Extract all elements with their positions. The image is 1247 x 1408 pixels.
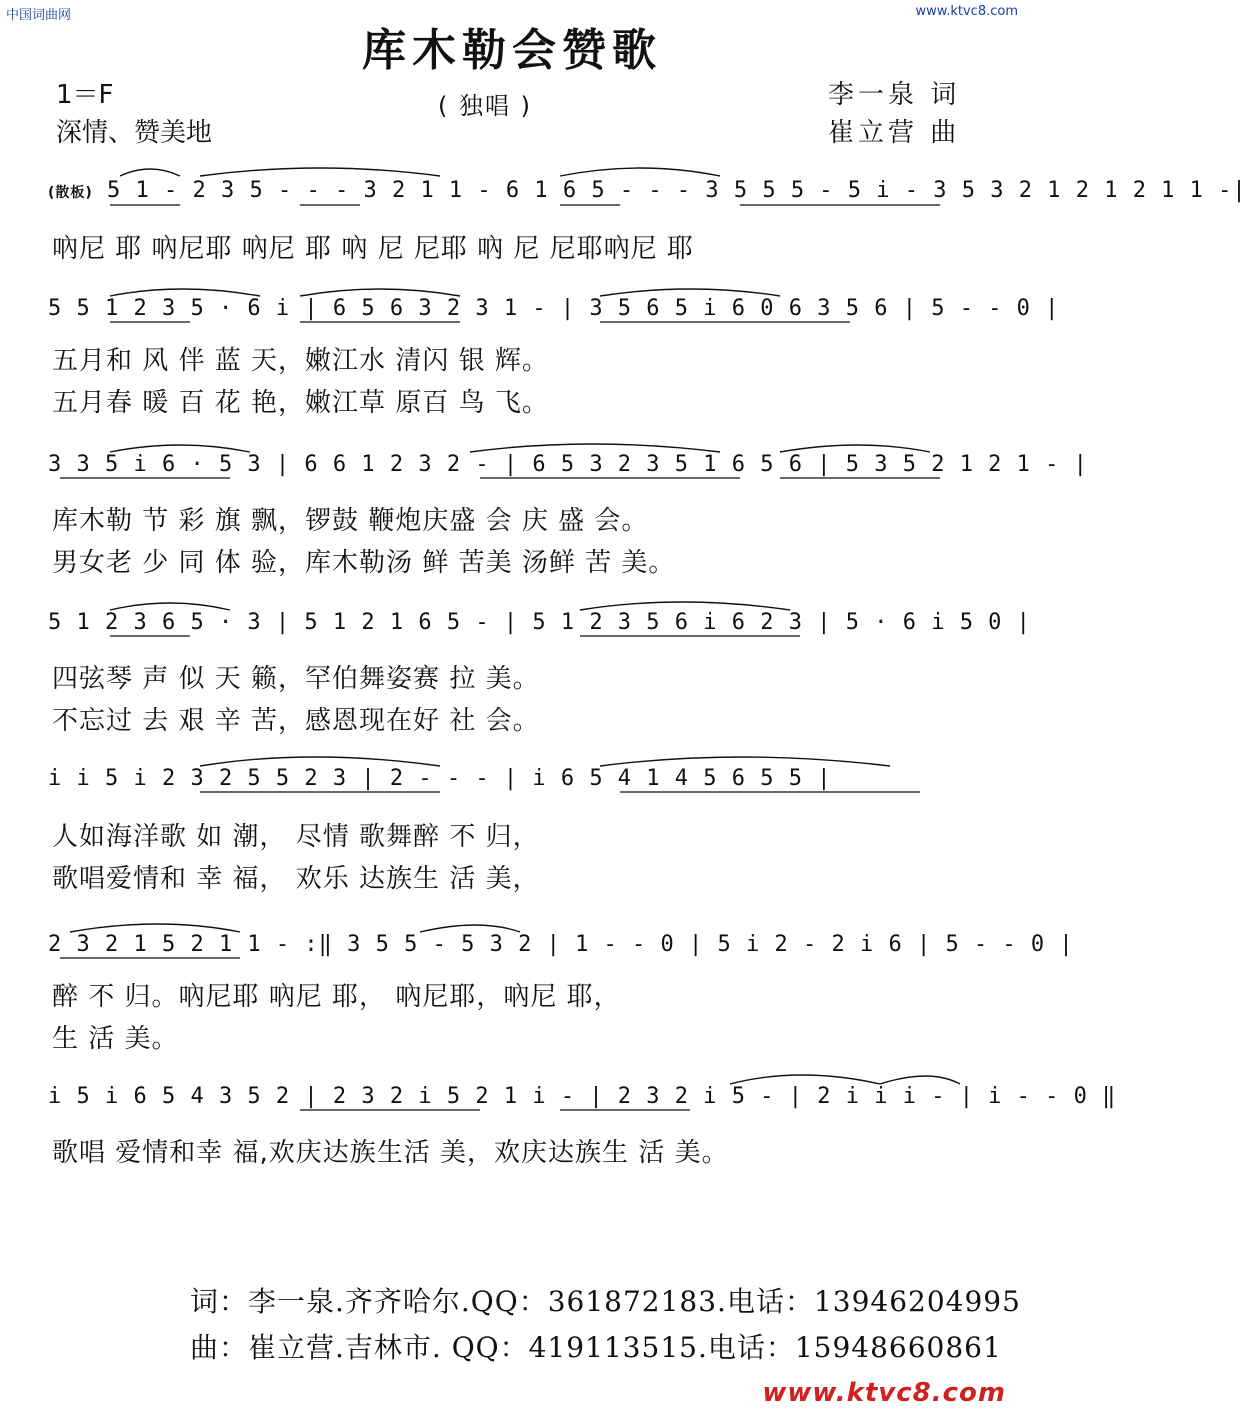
lyric-line: 五月和 风 伴 蓝 天，嫩江水 清闪 银 辉。	[52, 346, 549, 376]
lyric-line: 歌唱 爱情和幸 福,欢庆达族生活 美，欢庆达族生 活 美。	[52, 1138, 729, 1168]
lyric-line: 不忘过 去 艰 辛 苦，感恩现在好 社 会。	[52, 706, 540, 736]
lyric-line: 男女老 少 同 体 验，库木勒汤 鲜 苦美 汤鲜 苦 美。	[52, 548, 676, 578]
lyric-line: 五月春 暖 百 花 艳，嫩江草 原百 鸟 飞。	[52, 388, 549, 418]
lyric-line: 歌唱爱情和 幸 福， 欢乐 达族生 活 美，	[52, 864, 540, 894]
slur-arc	[300, 289, 460, 296]
composer-credit: 崔立营 曲	[828, 118, 961, 148]
lyric-line: 库木勒 节 彩 旗 飘，锣鼓 鞭炮庆盛 会 庆 盛 会。	[52, 506, 649, 536]
tempo-marking: 深情、赞美地	[56, 118, 213, 148]
slur-arc	[70, 924, 240, 932]
slur-arc	[880, 1076, 960, 1084]
slur-arc	[600, 757, 890, 766]
slur-arc	[110, 445, 250, 452]
key-signature: 1＝F	[56, 80, 114, 110]
notation-line-3: 3 3 5 i 6 · 5 3 | 6 6 1 2 3 2 - | 6 5 3 2 3 5 1 6 5 6 | 5 3 5 2 1 2 1 - |	[48, 452, 1088, 477]
lyricist-contact: 词：李一泉.齐齐哈尔.QQ：361872183.电话：13946204995	[190, 1285, 1021, 1318]
notation-line-2: 5 5 1 2 3 5 · 6 i | 6 5 6 3 2 3 1 - | 3 5 6 5 i 6 0 6 3 5 6 | 5 - - 0 |	[48, 296, 1060, 321]
watermark-logo: www.ktvc8.com	[762, 1378, 1006, 1408]
lyricist-credit: 李一泉 词	[828, 80, 961, 110]
slur-arc	[200, 757, 440, 766]
lyric-line: 吶尼 耶 吶尼耶 吶尼 耶 吶 尼 尼耶 吶 尼 尼耶吶尼 耶	[52, 234, 694, 264]
notation-line-6: 2 3 2 1 5 2 1 1 - :‖ 3 5 5 - 5 3 2 | 1 - - 0 | 5 i 2 - 2 i 6 | 5 - - 0 |	[48, 932, 1074, 957]
slur-arc	[420, 925, 520, 932]
slur-arc	[200, 168, 440, 176]
lyric-line: 生 活 美。	[52, 1024, 179, 1054]
slur-arc	[110, 603, 230, 610]
performance-type: ( 独唱 )	[438, 92, 532, 120]
slur-arc	[560, 168, 720, 176]
song-title: 库木勒会赞歌	[362, 25, 662, 76]
slur-arc	[730, 1075, 880, 1084]
slur-arc	[780, 445, 930, 452]
slur-arc	[600, 289, 780, 296]
composer-contact: 曲：崔立营.吉林市. QQ：419113515.电话：15948660861	[190, 1331, 1002, 1364]
lyric-line: 人如海洋歌 如 潮， 尽情 歌舞醉 不 归，	[52, 822, 540, 852]
site-name-left[interactable]: 中国词曲网	[6, 8, 72, 23]
notation-line-4: 5 1 2 3 6 5 · 3 | 5 1 2 1 6 5 - | 5 1 2 3 5 6 i 6 2 3 | 5 · 6 i 5 0 |	[48, 610, 1031, 635]
lyric-line: 醉 不 归。吶尼耶 吶尼 耶， 吶尼耶，吶尼 耶，	[52, 982, 621, 1012]
lyric-line: 四弦琴 声 似 天 籁，罕伯舞姿赛 拉 美。	[52, 664, 540, 694]
slur-arc	[470, 444, 720, 452]
notation-line-5: i i 5 i 2 3 2 5 5 2 3 | 2 - - - | i 6 5 4 1 4 5 6 5 5 |	[48, 766, 832, 791]
site-url-right[interactable]: www.ktvc8.com	[915, 4, 1018, 19]
notation-text: 5 1 - 2 3 5 - - - 3 2 1 1 - 6 1 6 5 - - - 3 5 5 5 - 5 i - 3 5 3 2 1 2 1 2 1 1 -|	[107, 178, 1247, 203]
notation-prefix: (散板)	[48, 185, 93, 201]
slur-arc	[580, 602, 790, 610]
slur-arc	[110, 289, 260, 296]
notation-line-7: i 5 i 6 5 4 3 5 2 | 2 3 2 i 5 2 1 i - | 2 3 2 i 5 - | 2 i i i - | i - - 0 ‖	[48, 1084, 1117, 1109]
slur-arc	[120, 169, 180, 176]
